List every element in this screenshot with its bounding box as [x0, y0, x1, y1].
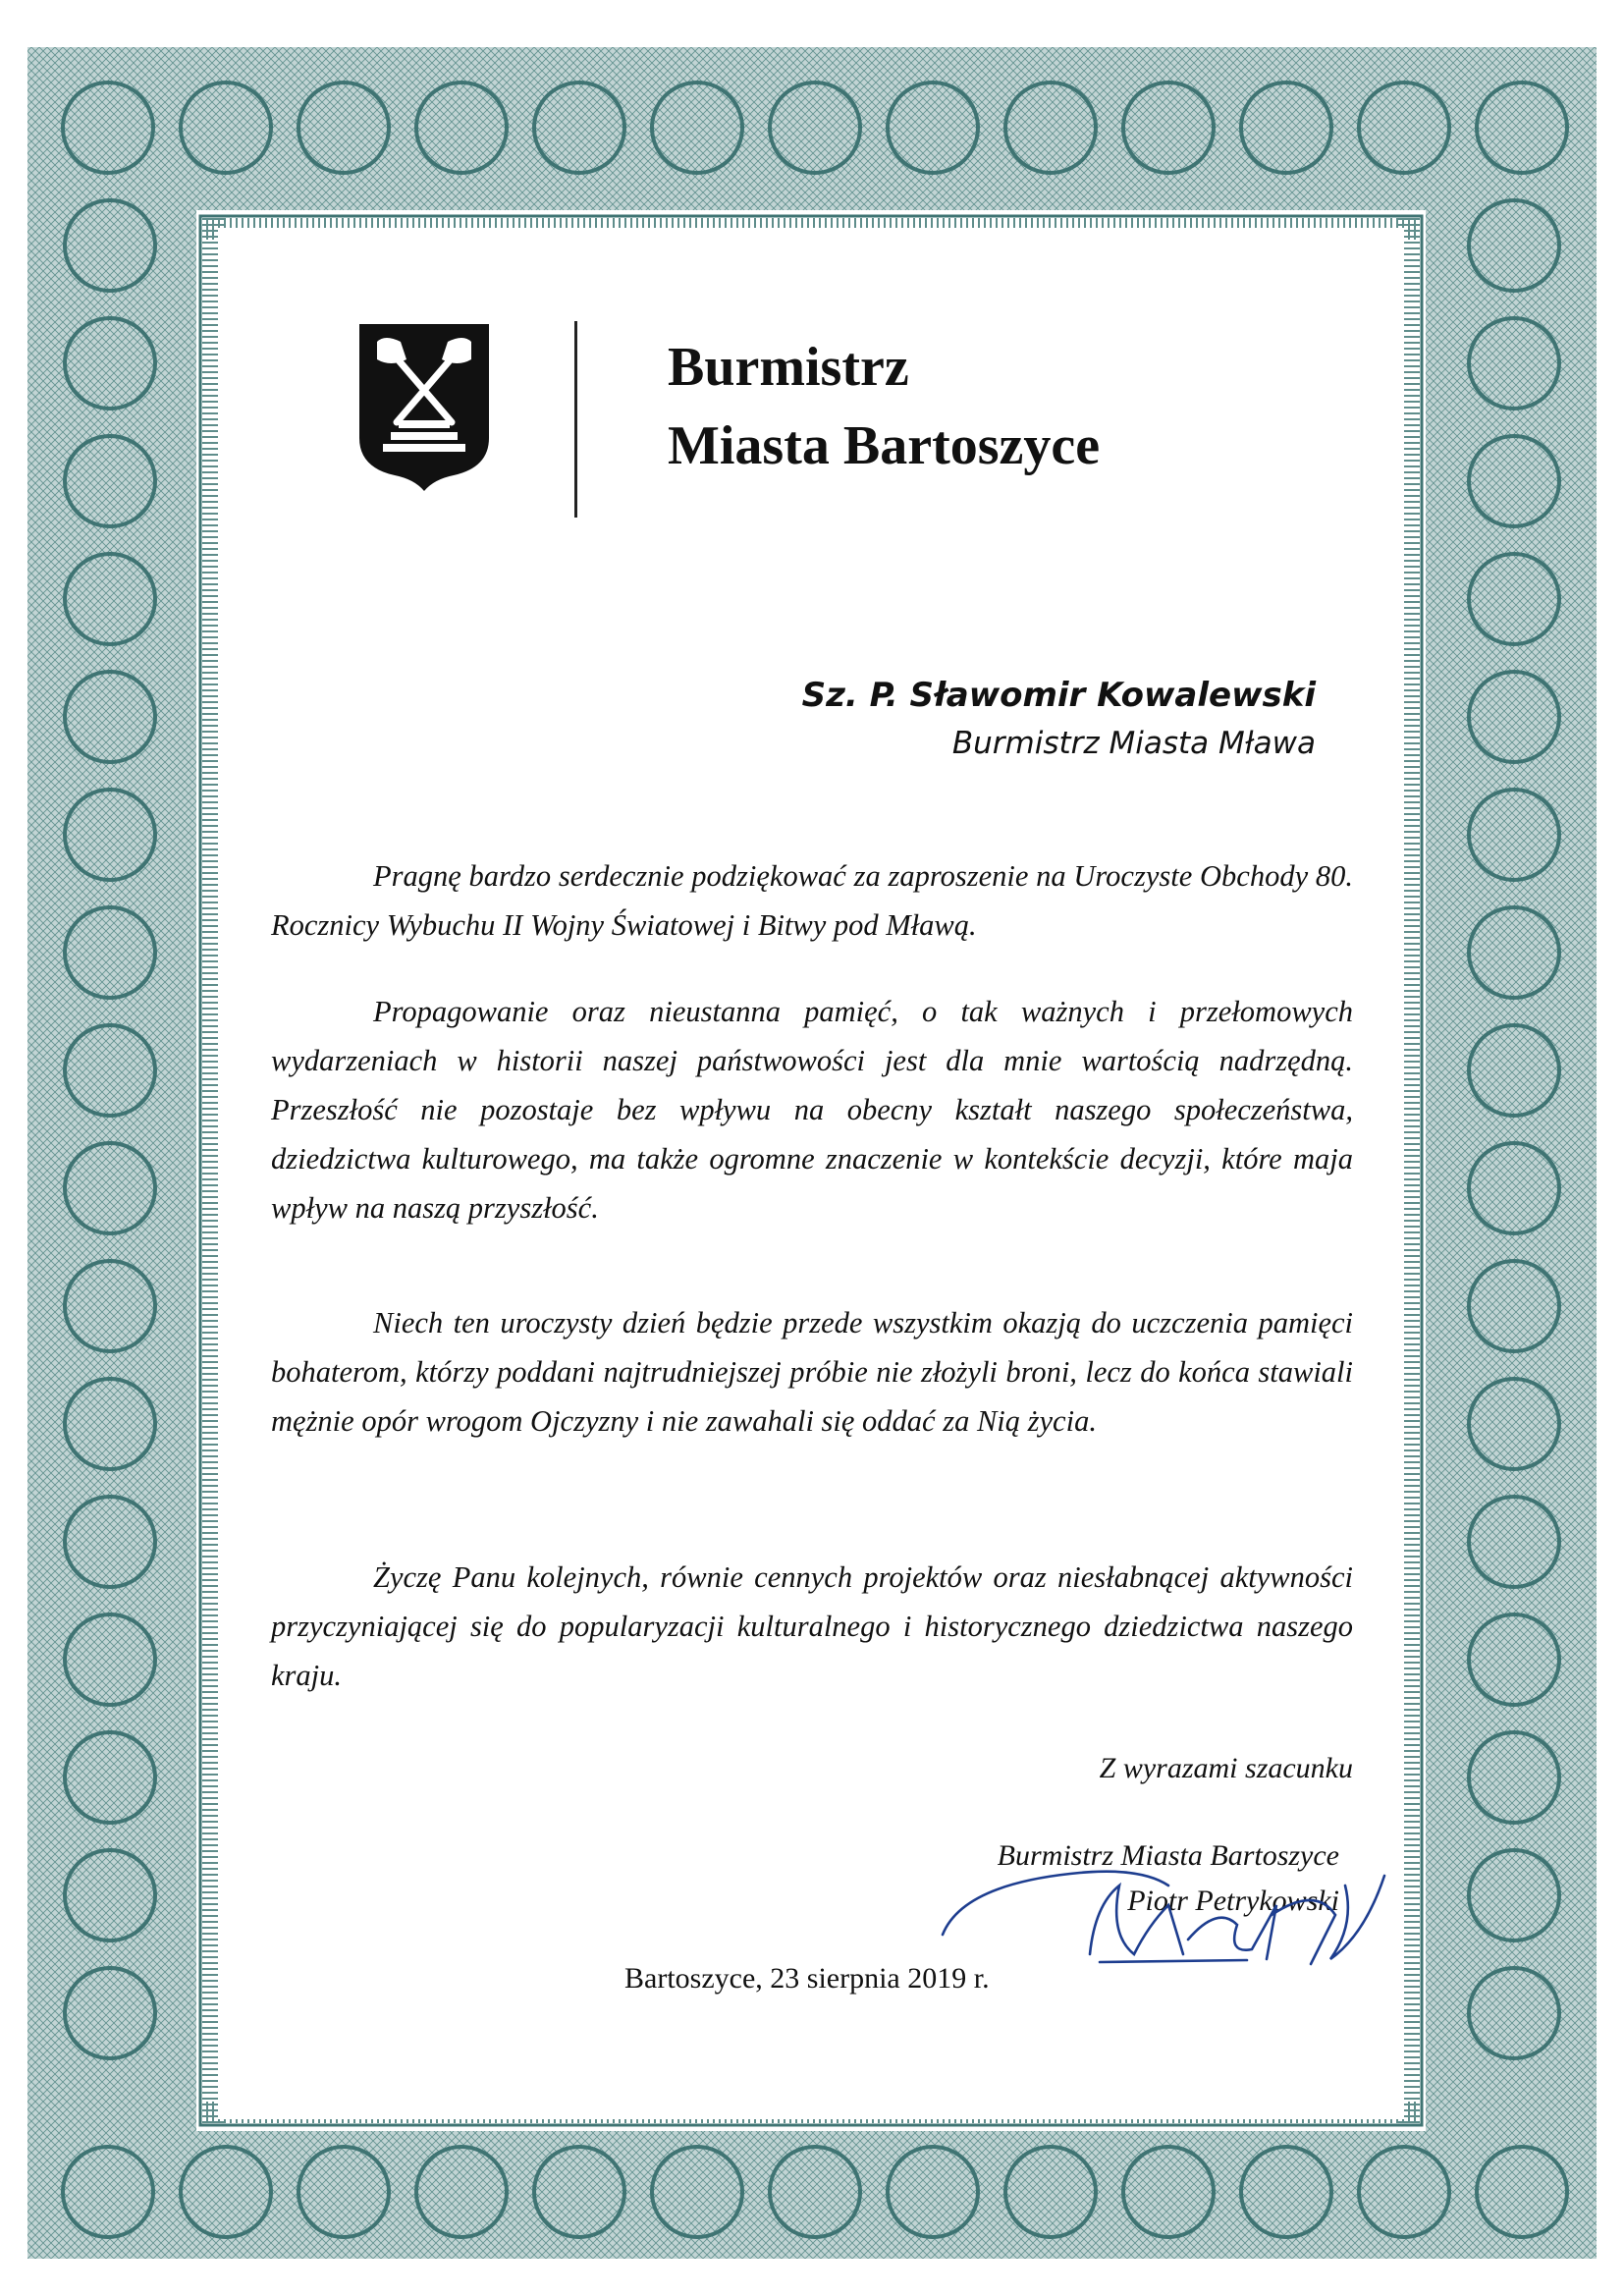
- paragraph-1: Pragnę bardzo serdecznie podziękować za zaproszenie na Uroczyste Obchody 80. Rocznicy Wybuchu II Wojny Światowej i Bitwy pod Mławą.: [271, 859, 1353, 942]
- addressee-name: Sz. P. Sławomir Kowalewski: [801, 676, 1316, 715]
- addressee-block: [802, 671, 1316, 767]
- office-line-2: Miasta Bartoszyce: [668, 415, 1101, 476]
- handwritten-signature: [923, 1846, 1394, 1984]
- header-divider: [574, 321, 577, 518]
- closing-phrase: Z wyrazami szacunku: [1099, 1752, 1353, 1784]
- letterhead-title: [668, 328, 1100, 485]
- paragraph-3: Niech ten uroczysty dzień będzie przede wszystkim okazją do uczczenia pamięci bohaterom, którzy poddani najtrudniejszej próbie nie złożyli broni, lecz do końca stawiali mężnie opór wrogom Ojczyzny i nie zawahali się oddać za Nią życia.: [271, 1306, 1353, 1438]
- addressee-role: Burmistrz Miasta Mława: [951, 726, 1316, 761]
- signatory-title: Burmistrz Miasta Bartoszyce: [997, 1839, 1339, 1872]
- paragraph-4: Życzę Panu kolejnych, równie cennych projektów oraz niesłabnącej aktywności przyczyniającej się do popularyzacji kulturalnego i historycznego dziedzictwa naszego kraju.: [271, 1560, 1353, 1692]
- office-line-1: Burmistrz: [668, 337, 909, 398]
- place-and-date: Bartoszyce, 23 sierpnia 2019 r.: [624, 1962, 990, 1995]
- signatory-name: Piotr Petrykowski: [1127, 1885, 1339, 1917]
- coat-of-arms-icon: [355, 320, 493, 493]
- paragraph-2: Propagowanie oraz nieustanna pamięć, o tak ważnych i przełomowych wydarzeniach w historii naszej państwowości jest dla mnie wartością nadrzędną. Przeszłość nie pozostaje bez wpływu na obecny kształt naszego społeczeństwa, dziedzictwa kulturowego, ma także ogromne znaczenie w kontekście decyzji, które maja wpływ na naszą przyszłość.: [271, 995, 1353, 1225]
